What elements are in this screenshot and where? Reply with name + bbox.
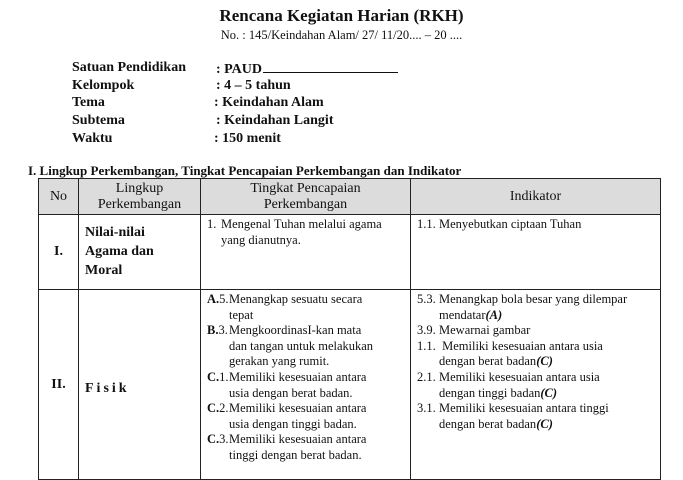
item-line: Memiliki kesesuaian antara [229,401,367,416]
item-line: Memiliki kesesuaian antara usia [439,338,603,353]
document-title: Rencana Kegiatan Harian (RKH) [219,6,464,25]
tingkat-cell [201,215,411,290]
header-text: Perkembangan [97,196,182,212]
item-line [439,386,656,402]
item-key [207,401,229,417]
info-label: Waktu [72,131,113,146]
item-line: MengkoordinasI-kan mata [229,323,362,338]
indikator-item [417,401,656,432]
item-line [439,417,656,433]
info-label: Subtema [72,113,125,128]
header-tingkat [201,179,411,215]
item-key [207,432,229,448]
section-title: I. Lingkup Perkembangan, Tingkat Pencapaian Perkembangan dan Indikator [28,163,462,178]
header-text: Lingkup [115,180,164,196]
item-line: Menyebutkan ciptaan Tuhan [439,217,582,231]
item-line-text: dengan berat badan [439,354,537,369]
header-text: Perkembangan [263,196,348,212]
item-key: 1.1. [417,217,436,231]
item-key: 3.9. [417,323,436,338]
document-number: No. : 145/Keindahan Alam/ 27/ 11/20.... – 20 .... [220,28,463,42]
lingkup-line: Agama dan [85,244,154,259]
info-label: Kelompok [72,78,135,93]
header-lingkup [79,179,201,215]
table-row [39,215,661,290]
item-key-letter: B. [207,323,219,338]
indikator-cell [411,215,661,290]
item-key-letter: C. [207,432,220,447]
info-value [216,60,398,78]
item-key: 1.1. [417,338,436,353]
item-line: Menangkap sesuatu secara [229,292,363,306]
indikator-item [417,217,656,233]
info-label: Satuan Pendidikan [72,60,186,75]
aspect-tag: (C) [536,416,553,431]
tingkat-item [207,401,406,432]
item-line: Memiliki kesesuaian antara usia [439,369,600,384]
item-key-letter: C. [207,401,220,416]
tingkat-item [207,370,406,401]
item-line: Menangkap bola besar yang dilempar [439,292,628,306]
item-line: tinggi dengan berat badan. [229,447,362,462]
item-line-text: dengan tinggi badan [439,385,541,400]
table-row [39,290,661,480]
aspect-tag: (C) [536,354,553,369]
header-no: No [39,179,79,215]
info-value-text: : PAUD [216,62,263,77]
rkh-table [38,178,661,480]
item-key [207,370,229,386]
info-value: : 4 – 5 tahun [216,78,291,93]
item-line-text: mendatar [439,307,486,322]
indikator-item [417,292,656,323]
item-key-letter: A. [207,292,220,306]
item-line: dan tangan untuk melakukan [229,338,374,353]
tingkat-item [207,292,406,323]
aspect-tag: (C) [540,385,558,400]
item-key-number: 1. [219,369,229,384]
tingkat-item [207,432,406,463]
indikator-item [417,370,656,401]
info-value: : Keindahan Langit [216,113,334,128]
info-label: Tema [72,95,105,110]
lingkup-line: Nilai-nilai [85,225,145,240]
indikator-cell [411,290,661,480]
item-key: 2.1. [417,369,436,384]
item-line: Mewarnai gambar [439,323,531,338]
aspect-tag: (A) [485,307,503,322]
table-header-row [39,179,661,215]
item-key: 3.1. [417,401,436,416]
row-number: I. [39,215,79,290]
item-key-number: 3. [219,432,229,447]
item-line: Memiliki kesesuaian antara [229,369,367,384]
item-line: Memiliki kesesuaian antara tinggi [439,401,609,416]
item-line: Memiliki kesesuaian antara [229,432,367,447]
item-key [207,292,229,308]
lingkup-cell [79,215,201,290]
lingkup-cell: Fisik [79,290,201,480]
item-line [439,354,656,370]
row-number: II. [39,290,79,480]
item-key: 5.3. [417,292,436,306]
item-key-number: 3. [218,323,228,338]
tingkat-item [207,323,406,370]
item-line-text: dengan berat badan [439,416,537,431]
indikator-item [417,339,656,370]
info-value: : 150 menit [214,131,281,146]
item-key-number: 5. [219,292,229,306]
item-key: 1. [207,217,217,231]
fill-in-line [263,60,398,73]
header-indikator: Indikator [411,179,661,215]
item-line [439,308,656,324]
tingkat-cell [201,290,411,480]
item-line: yang dianutnya. [221,232,301,247]
item-key-letter: C. [207,369,220,384]
item-line: Mengenal Tuhan melalui agama [221,217,382,231]
item-line: tepat [229,307,254,322]
item-line: usia dengan tinggi badan. [229,416,357,431]
item-line: usia dengan berat badan. [229,385,353,400]
item-key [207,323,228,339]
lingkup-line: Moral [85,263,123,278]
item-key-number: 2. [219,401,229,416]
indikator-item [417,323,656,339]
header-text: Tingkat Pencapaian [250,180,361,196]
item-line: gerakan yang rumit. [229,354,330,369]
info-value: : Keindahan Alam [214,95,324,110]
tingkat-item [207,217,406,248]
